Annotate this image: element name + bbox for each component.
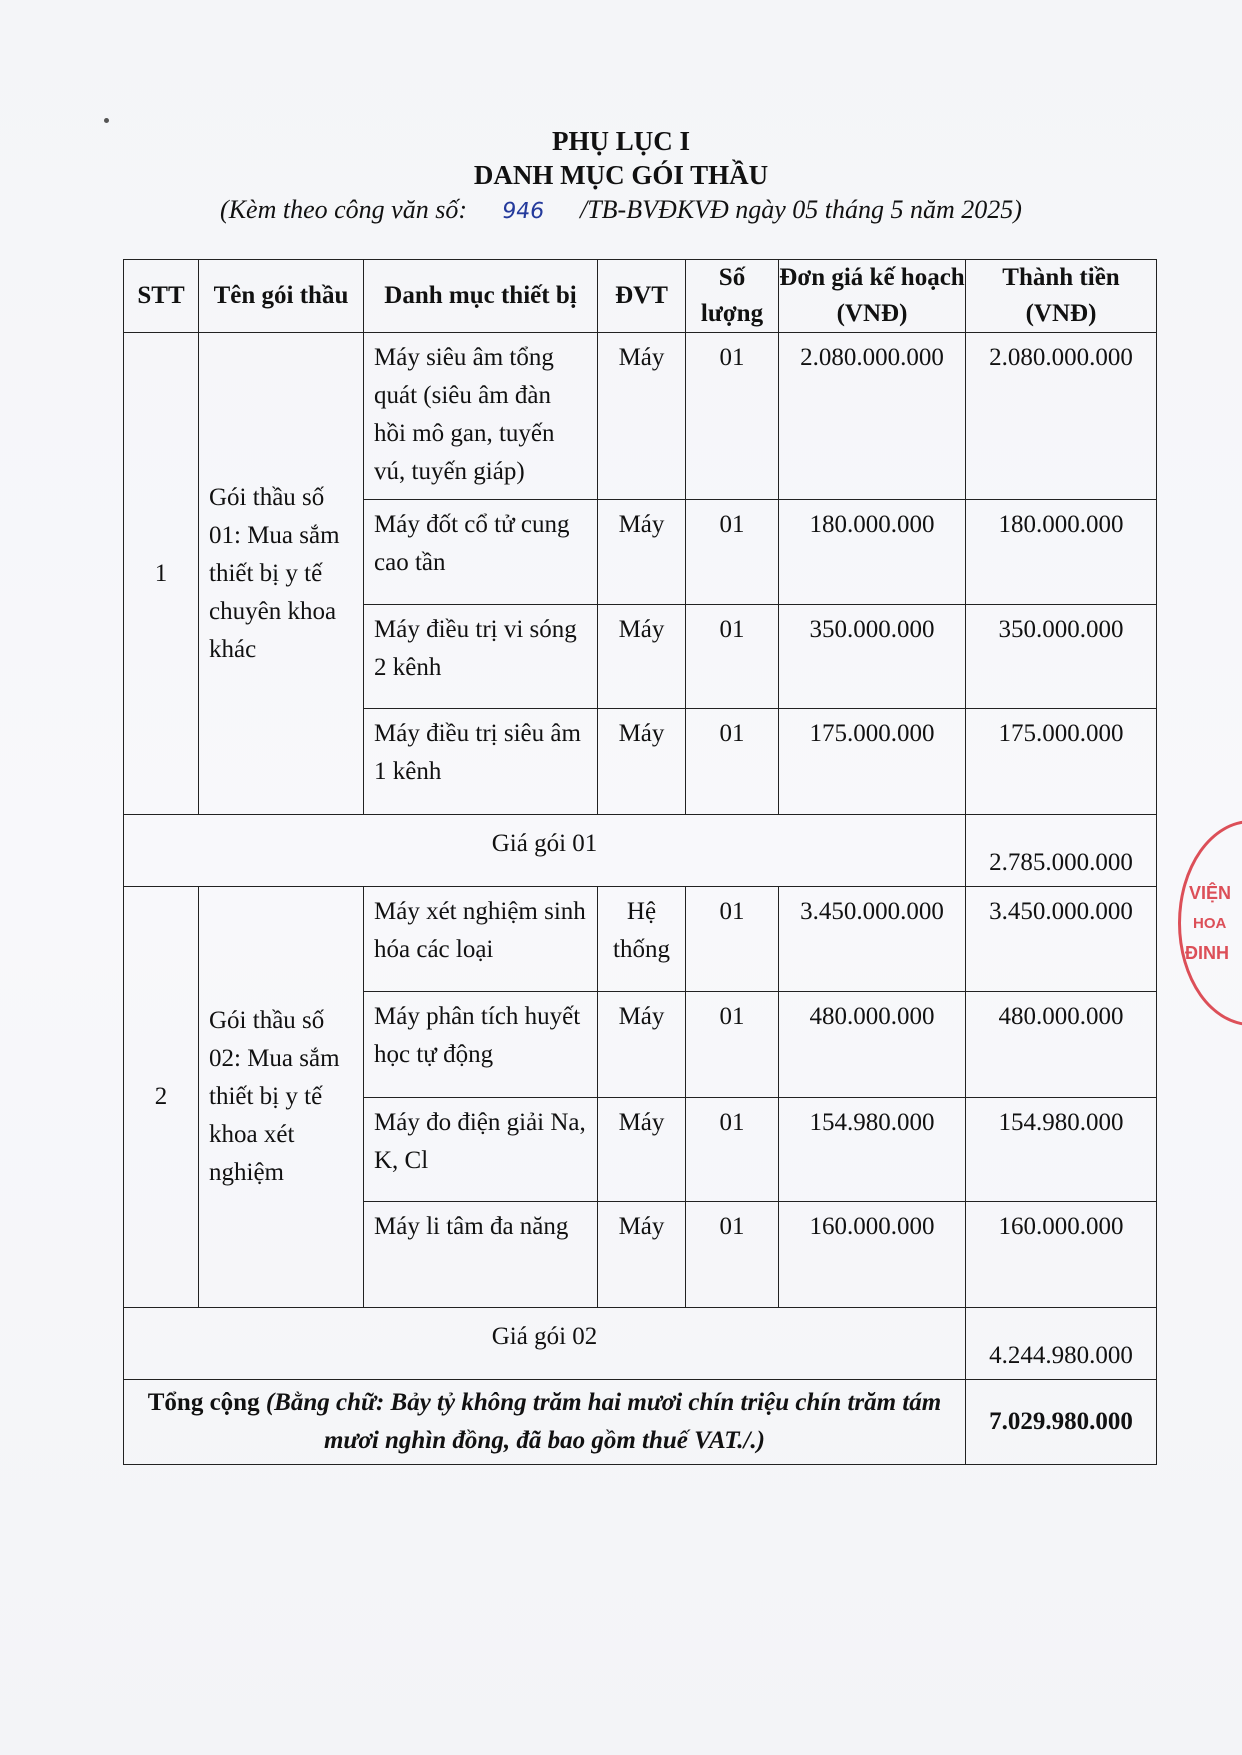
equipment-name: Máy xét nghiệm sinh hóa các loại [364,887,598,992]
equipment-name: Máy phân tích huyết học tự động [364,992,598,1098]
stamp-text: VIỆN [1189,883,1232,903]
red-seal-stamp [1178,820,1242,1026]
unit-price-cell: 480.000.000 [779,992,966,1098]
package-stt: 2 [124,887,199,1308]
package-stt: 1 [124,333,199,815]
equipment-name: Máy siêu âm tổng quát (siêu âm đàn hồi mô gan, tuyến vú, tuyến giáp) [364,333,598,500]
subtotal-label: Giá gói 01 [124,815,966,887]
col-header-package-name: Tên gói thầu [199,260,364,333]
table-row [124,333,1157,500]
subtotal-label: Giá gói 02 [124,1308,966,1380]
document-title: DANH MỤC GÓI THẦU [473,160,769,190]
quantity-cell: 01 [686,1202,779,1308]
unit-cell: Máy [598,500,686,605]
unit-cell: Máy [598,605,686,709]
unit-cell: Hệ thống [598,887,686,992]
col-header-total: Thành tiền (VNĐ) [966,260,1157,333]
grand-total-label-cell [124,1380,966,1465]
equipment-name: Máy đốt cổ tử cung cao tần [364,500,598,605]
unit-price-cell: 350.000.000 [779,605,966,709]
subtotal-value: 2.785.000.000 [966,815,1157,887]
subtitle-suffix: /TB-BVĐKVĐ ngày 05 tháng 5 năm 2025) [579,195,1022,224]
unit-price-cell: 160.000.000 [779,1202,966,1308]
unit-price-cell: 154.980.000 [779,1098,966,1202]
bid-package-table [123,259,1157,1465]
grand-total-value: 7.029.980.000 [966,1380,1157,1465]
unit-cell: Máy [598,333,686,500]
quantity-cell: 01 [686,887,779,992]
col-header-stt: STT [124,260,199,333]
grand-total-label: Tổng cộng [147,1389,260,1416]
total-cell: 3.450.000.000 [966,887,1157,992]
subtotal-row [124,815,1157,887]
subtitle-prefix: (Kèm theo công văn số: [220,195,467,224]
unit-price-cell: 2.080.000.000 [779,333,966,500]
col-header-unit: ĐVT [598,260,686,333]
table-row [124,887,1157,992]
grand-total-row [124,1380,1157,1465]
unit-cell: Máy [598,709,686,815]
grand-total-in-words: (Bằng chữ: Bảy tỷ không trăm hai mươi chín triệu chín trăm tám mươi nghìn đồng, đã bao gồm thuế VAT./.) [265,1389,942,1454]
total-cell: 175.000.000 [966,709,1157,815]
total-cell: 350.000.000 [966,605,1157,709]
col-header-equipment: Danh mục thiết bị [364,260,598,333]
total-cell: 180.000.000 [966,500,1157,605]
equipment-name: Máy li tâm đa năng [364,1202,598,1308]
quantity-cell: 01 [686,1098,779,1202]
document-subtitle [0,192,1242,230]
quantity-cell: 01 [686,605,779,709]
total-cell: 480.000.000 [966,992,1157,1098]
equipment-name: Máy điều trị siêu âm 1 kênh [364,709,598,815]
unit-price-cell: 175.000.000 [779,709,966,815]
col-header-unit-price: Đơn giá kế hoạch (VNĐ) [779,260,966,333]
total-cell: 154.980.000 [966,1098,1157,1202]
unit-cell: Máy [598,1202,686,1308]
handwritten-doc-number: 946 [500,199,547,224]
appendix-title: PHỤ LỤC I [551,126,690,156]
quantity-cell: 01 [686,709,779,815]
package-name: Gói thầu số 02: Mua sắm thiết bị y tế khoa xét nghiệm [199,887,364,1308]
unit-cell: Máy [598,1098,686,1202]
scan-speck [104,118,109,123]
equipment-name: Máy điều trị vi sóng 2 kênh [364,605,598,709]
unit-cell: Máy [598,992,686,1098]
col-header-quantity: Số lượng [686,260,779,333]
table-header-row [124,260,1157,333]
package-name: Gói thầu số 01: Mua sắm thiết bị y tế chuyên khoa khác [199,333,364,815]
unit-price-cell: 3.450.000.000 [779,887,966,992]
quantity-cell: 01 [686,500,779,605]
subtotal-value: 4.244.980.000 [966,1308,1157,1380]
total-cell: 2.080.000.000 [966,333,1157,500]
quantity-cell: 01 [686,333,779,500]
unit-price-cell: 180.000.000 [779,500,966,605]
equipment-name: Máy đo điện giải Na, K, Cl [364,1098,598,1202]
subtotal-row [124,1308,1157,1380]
document-header [0,124,1242,230]
stamp-text: HOA [1193,915,1227,932]
total-cell: 160.000.000 [966,1202,1157,1308]
quantity-cell: 01 [686,992,779,1098]
stamp-text: ĐINH [1185,943,1229,963]
